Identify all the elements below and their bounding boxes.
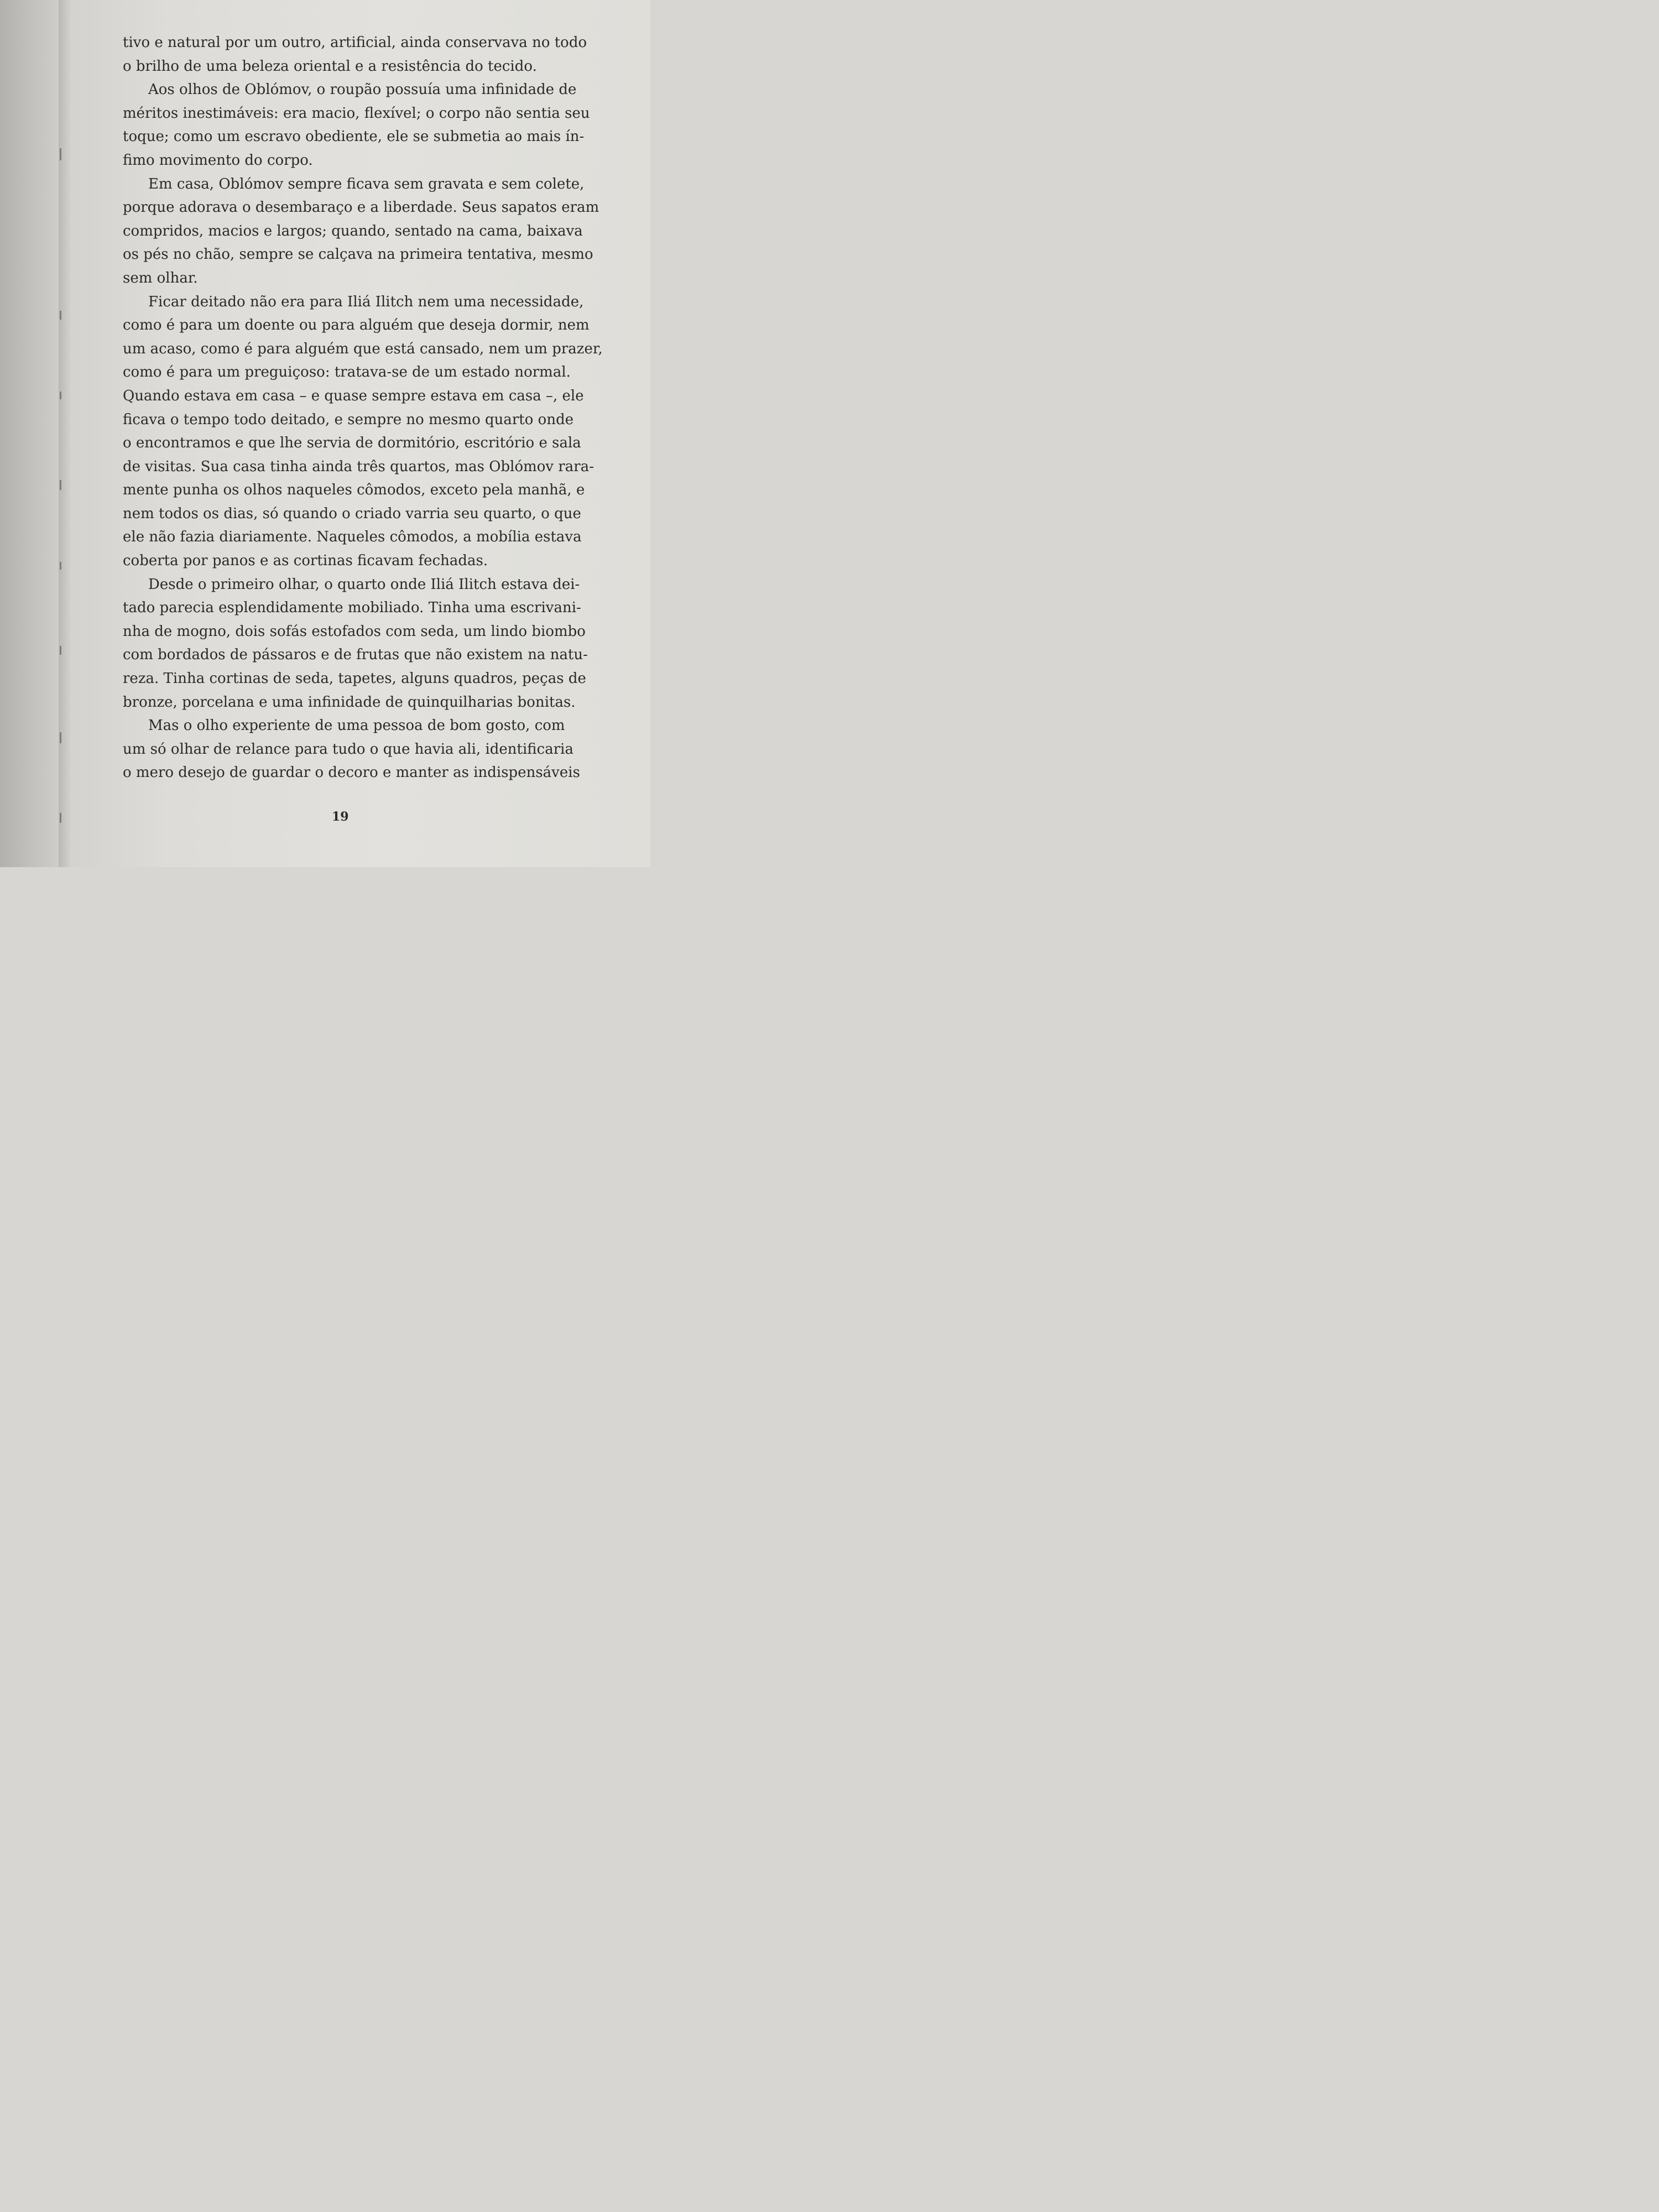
text-line: bronze, porcelana e uma infinidade de quinquilharias bonitas. — [123, 693, 576, 711]
paragraph-start-line: Mas o olho experiente de uma pessoa de bom gosto, com — [148, 717, 565, 734]
paragraph-start-line: Ficar deitado não era para Iliá Ilitch nem uma necessidade, — [148, 293, 584, 310]
text-line: o brilho de uma beleza oriental e a resistência do tecido. — [123, 58, 537, 75]
text-line: sem olhar. — [123, 269, 198, 286]
text-line: como é para um preguiçoso: tratava-se de um estado normal. — [123, 364, 571, 381]
binding-stitch — [60, 480, 61, 490]
text-line: os pés no chão, sempre se calçava na primeira tentativa, mesmo — [123, 246, 593, 263]
text-line: como é para um doente ou para alguém que deseja dormir, nem — [123, 317, 589, 334]
text-line: nem todos os dias, só quando o criado varria seu quarto, o que — [123, 505, 581, 522]
text-line: fimo movimento do corpo. — [123, 152, 313, 169]
text-line: tado parecia esplendidamente mobiliado. Tinha uma escrivani- — [123, 599, 581, 617]
paragraph-start-line: Aos olhos de Oblómov, o roupão possuía uma infinidade de — [148, 81, 577, 98]
text-line: compridos, macios e largos; quando, sentado na cama, baixava — [123, 222, 583, 239]
body-text — [123, 31, 603, 785]
text-line: tivo e natural por um outro, artificial, ainda conservava no todo — [123, 34, 587, 51]
text-line: um só olhar de relance para tudo o que havia ali, identificaria — [123, 740, 573, 758]
binding-stitch — [60, 311, 61, 320]
text-line: um acaso, como é para alguém que está cansado, nem um prazer, — [123, 340, 603, 357]
text-line: ficava o tempo todo deitado, e sempre no mesmo quarto onde — [123, 411, 574, 428]
paragraph-start-line: Em casa, Oblómov sempre ficava sem gravata e sem colete, — [148, 175, 585, 192]
binding-stitch — [60, 392, 61, 399]
text-line: o encontramos e que lhe servia de dormitório, escritório e sala — [123, 435, 581, 452]
text-line: de visitas. Sua casa tinha ainda três quartos, mas Oblómov rara- — [123, 458, 594, 475]
text-line: mente punha os olhos naqueles cômodos, exceto pela manhã, e — [123, 482, 585, 499]
text-line: ele não fazia diariamente. Naqueles cômodos, a mobília estava — [123, 529, 582, 546]
binding-stitch — [60, 148, 61, 160]
text-line: toque; como um escravo obediente, ele se submetia ao mais ín- — [123, 128, 585, 145]
text-line: nha de mogno, dois sofás estofados com seda, um lindo biombo — [123, 623, 586, 640]
binding-stitch — [60, 562, 61, 570]
text-line: o mero desejo de guardar o decoro e manter as indispensáveis — [123, 764, 580, 781]
text-line: méritos inestimáveis: era macio, flexível; o corpo não sentia seu — [123, 105, 590, 122]
binding-stitch — [60, 813, 61, 823]
page-number: 19 — [332, 810, 349, 824]
binding-stitch — [60, 646, 61, 655]
text-line: reza. Tinha cortinas de seda, tapetes, alguns quadros, peças de — [123, 670, 586, 687]
paragraph-start-line: Desde o primeiro olhar, o quarto onde Iliá Ilitch estava dei- — [148, 576, 580, 593]
text-line: coberta por panos e as cortinas ficavam fechadas. — [123, 552, 488, 570]
binding-stitch — [60, 732, 61, 743]
text-line: Quando estava em casa – e quase sempre estava em casa –, ele — [123, 387, 584, 404]
text-line: porque adorava o desembaraço e a liberdade. Seus sapatos eram — [123, 199, 599, 216]
text-line: com bordados de pássaros e de frutas que não existem na natu- — [123, 646, 588, 664]
book-spine — [0, 0, 67, 867]
